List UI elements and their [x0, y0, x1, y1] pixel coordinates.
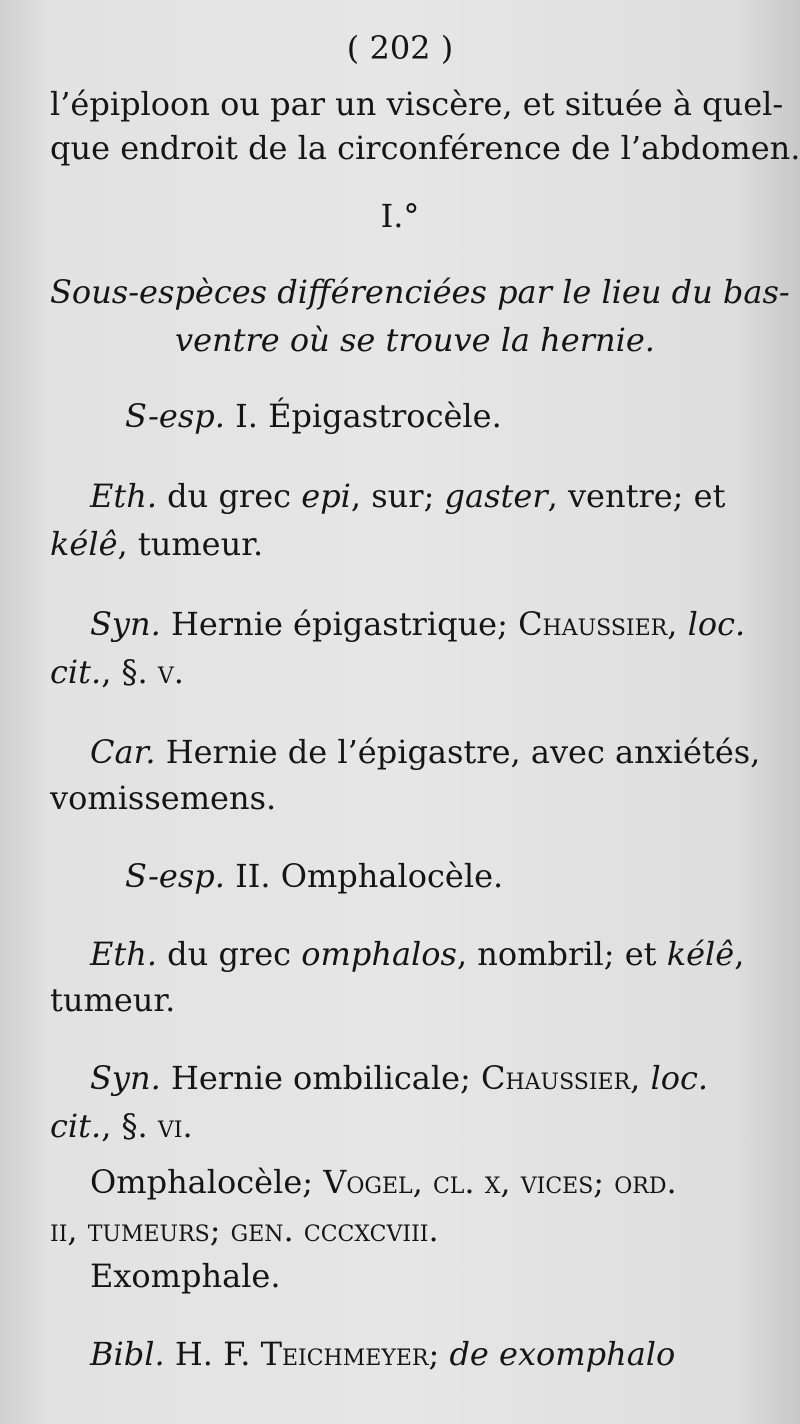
eth-text: ,	[734, 935, 745, 973]
sp1-etymology-line-2	[0, 524, 800, 564]
greek-word: kélê	[666, 935, 735, 973]
sp2-etymology-line-2: tumeur.	[50, 981, 176, 1019]
vogel-line-2: ii, tumeurs; gen. cccxcviii.	[50, 1211, 439, 1249]
syn-text: cit.	[50, 1107, 102, 1145]
syn-text: ,	[630, 1059, 651, 1097]
bibl-title: de exomphalo	[449, 1335, 676, 1373]
eth-label: Eth.	[90, 935, 157, 973]
syn-label: Syn.	[90, 605, 161, 643]
eth-text: , sur;	[350, 477, 445, 515]
vogel-text: , cl. x, vices; ord.	[412, 1163, 677, 1201]
eth-text: , nombril; et	[456, 935, 667, 973]
eth-text: du grec	[157, 935, 302, 973]
bibl-text: ;	[428, 1335, 450, 1373]
sp2-synonym-line-1	[0, 1058, 800, 1098]
subspecies-1-heading	[0, 396, 800, 436]
syn-text: , §. vi.	[101, 1107, 193, 1145]
eth-text: du grec	[157, 477, 302, 515]
author-name: Teichmeyer	[260, 1335, 429, 1373]
greek-word: epi	[301, 477, 351, 515]
sp2-etymology-line-1	[0, 934, 800, 974]
syn-text: Hernie épigastrique;	[160, 605, 519, 643]
author-name: Chaussier	[480, 1059, 631, 1097]
sp2-synonym-line-2	[0, 1106, 800, 1146]
bibl-label: Bibl.	[90, 1335, 165, 1373]
section-number: I.°	[380, 197, 420, 235]
syn-text: cit.	[50, 653, 102, 691]
sp1-character-line-1	[0, 732, 800, 772]
sp1-etymology-line-1	[0, 476, 800, 516]
syn-text: Hernie ombilicale;	[160, 1059, 481, 1097]
syn-label: Syn.	[90, 1059, 161, 1097]
bibl-text: H. F.	[164, 1335, 261, 1373]
eth-text: , tumeur.	[117, 525, 264, 563]
page-number: ( 202 )	[346, 29, 454, 67]
sp1-synonym-line-2	[0, 652, 800, 692]
syn-text: , §. v.	[101, 653, 184, 691]
syn-text: loc.	[650, 1059, 709, 1097]
vogel-line-1	[0, 1162, 800, 1202]
eth-label: Eth.	[90, 477, 157, 515]
intro-line-2: que endroit de la circonférence de l’abdomen.	[50, 129, 800, 167]
eth-text: , ventre; et	[547, 477, 726, 515]
subspecies-2-heading	[0, 856, 800, 896]
greek-word: gaster	[444, 477, 548, 515]
exomphale-line: Exomphale.	[90, 1257, 281, 1295]
syn-text: ,	[667, 605, 688, 643]
heading-text: II. Omphalocèle.	[224, 857, 504, 895]
heading-text: I. Épigastrocèle.	[224, 397, 502, 435]
car-label: Car.	[90, 733, 156, 771]
greek-word: omphalos	[301, 935, 457, 973]
author-name: Chaussier	[518, 605, 668, 643]
intro-line-1: l’épiploon ou par un viscère, et située à quel-	[50, 85, 784, 123]
section-title-line-1: Sous-espèces différenciées par le lieu du bas-	[50, 273, 790, 311]
bibliography-line	[0, 1334, 800, 1374]
heading-abbr: S-esp.	[125, 397, 225, 435]
syn-text: loc.	[687, 605, 746, 643]
car-text: Hernie de l’épigastre, avec anxiétés,	[155, 733, 761, 771]
author-name: Vogel	[323, 1163, 413, 1201]
section-title-line-2: ventre où se trouve la hernie.	[175, 321, 655, 359]
heading-abbr: S-esp.	[125, 857, 225, 895]
sp1-synonym-line-1	[0, 604, 800, 644]
sp1-character-line-2: vomissemens.	[50, 779, 277, 817]
vogel-text: Omphalocèle;	[90, 1163, 324, 1201]
greek-word: kélê	[50, 525, 118, 563]
